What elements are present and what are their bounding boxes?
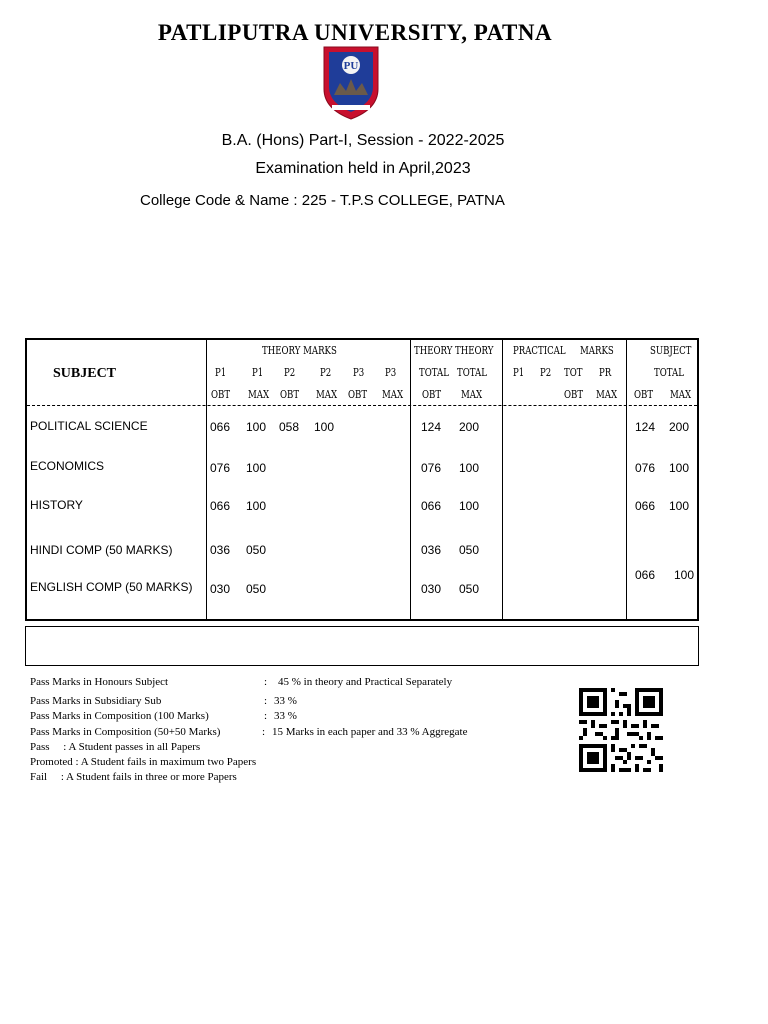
p1-max: 100 bbox=[246, 461, 267, 475]
divider bbox=[502, 338, 503, 621]
practical-header: PRACTICAL bbox=[513, 344, 566, 357]
theory-marks-header: THEORY MARKS bbox=[262, 344, 337, 357]
course-session: B.A. (Hons) Part-I, Session - 2022-2025 bbox=[221, 132, 505, 149]
exam-held: Examination held in April,2023 bbox=[255, 160, 471, 177]
theory-header: THEORY bbox=[455, 344, 494, 357]
note-separator: : bbox=[264, 710, 268, 722]
divider bbox=[206, 338, 207, 621]
col-header: P2 bbox=[320, 366, 332, 379]
note-label: Pass Marks in Subsidiary Sub bbox=[30, 695, 162, 707]
p1-max: 100 bbox=[246, 499, 267, 513]
subject-total-max: 100 bbox=[669, 461, 690, 475]
subject-name: HINDI COMP (50 MARKS) bbox=[30, 543, 173, 557]
subject-header: SUBJECT bbox=[53, 366, 117, 381]
col-header: P2 bbox=[284, 366, 296, 379]
divider bbox=[626, 338, 627, 621]
p1-obt: 076 bbox=[210, 461, 231, 475]
note-value: 33 % bbox=[274, 695, 297, 707]
theory-total-obt: 066 bbox=[421, 499, 442, 513]
theory-total-obt: 124 bbox=[421, 420, 442, 434]
comp-combined-max: 100 bbox=[674, 568, 695, 582]
col-header: OBT bbox=[634, 388, 654, 401]
theory-total-max: 050 bbox=[459, 543, 480, 557]
subject-name: HISTORY bbox=[30, 498, 83, 512]
college-code-name: College Code & Name : 225 - T.P.S COLLEGE, PATNA bbox=[140, 192, 505, 209]
legend-fail: Fail : A Student fails in three or more Papers bbox=[30, 771, 237, 783]
subject-name: ENGLISH COMP (50 MARKS) bbox=[30, 580, 193, 594]
col-header: TOTAL bbox=[457, 366, 487, 379]
col-header: TOTAL bbox=[654, 366, 684, 379]
col-header: P3 bbox=[385, 366, 397, 379]
note-label: Pass Marks in Honours Subject bbox=[30, 676, 169, 688]
comp-combined-obt: 066 bbox=[635, 568, 656, 582]
col-header: PR bbox=[599, 366, 612, 379]
legend-promoted: Promoted : A Student fails in maximum two Papers bbox=[30, 756, 257, 768]
marks-table bbox=[25, 338, 699, 621]
p1-max: 100 bbox=[246, 420, 267, 434]
theory-total-obt: 076 bbox=[421, 461, 442, 475]
note-label: Pass Marks in Composition (50+50 Marks) bbox=[30, 726, 221, 738]
p1-obt: 036 bbox=[210, 543, 231, 557]
note-separator: : bbox=[264, 676, 268, 688]
p2-obt: 058 bbox=[279, 420, 300, 434]
subject-total-obt: 076 bbox=[635, 461, 656, 475]
theory-total-obt: 036 bbox=[421, 543, 442, 557]
theory-total-max: 200 bbox=[459, 420, 480, 434]
col-header: MAX bbox=[316, 388, 338, 401]
col-header: P1 bbox=[252, 366, 264, 379]
logo-letters: PU bbox=[343, 60, 359, 72]
note-value: 33 % bbox=[274, 710, 297, 722]
divider bbox=[410, 338, 411, 621]
header-separator bbox=[27, 405, 697, 406]
theory-total-max: 100 bbox=[459, 461, 480, 475]
col-header: P2 bbox=[540, 366, 552, 379]
remarks-box bbox=[25, 626, 699, 666]
p2-max: 100 bbox=[314, 420, 335, 434]
theory-header: THEORY bbox=[414, 344, 453, 357]
col-header: TOTAL bbox=[419, 366, 449, 379]
col-header: TOT bbox=[564, 366, 583, 379]
note-separator: : bbox=[262, 726, 266, 738]
col-header: MAX bbox=[248, 388, 270, 401]
note-value: 15 Marks in each paper and 33 % Aggregate bbox=[272, 726, 468, 738]
qr-code-icon bbox=[579, 687, 663, 773]
note-separator: : bbox=[264, 695, 268, 707]
col-header: OBT bbox=[422, 388, 442, 401]
col-header: MAX bbox=[461, 388, 483, 401]
note-value: 45 % in theory and Practical Separately bbox=[278, 676, 453, 688]
theory-total-max: 050 bbox=[459, 582, 480, 596]
col-header: MAX bbox=[670, 388, 692, 401]
legend-pass: Pass : A Student passes in all Papers bbox=[30, 741, 201, 753]
p1-max: 050 bbox=[246, 543, 267, 557]
col-header: OBT bbox=[564, 388, 584, 401]
p1-obt: 030 bbox=[210, 582, 231, 596]
theory-total-obt: 030 bbox=[421, 582, 442, 596]
col-header: MAX bbox=[596, 388, 618, 401]
subject-name: ECONOMICS bbox=[30, 459, 105, 473]
university-title: PATLIPUTRA UNIVERSITY, PATNA bbox=[157, 20, 553, 45]
p1-obt: 066 bbox=[210, 499, 231, 513]
subject-total-obt: 124 bbox=[635, 420, 656, 434]
subject-total-max: 100 bbox=[669, 499, 690, 513]
col-header: P1 bbox=[513, 366, 525, 379]
col-header: P1 bbox=[215, 366, 227, 379]
col-header: OBT bbox=[211, 388, 231, 401]
col-header: OBT bbox=[348, 388, 368, 401]
marks-header: MARKS bbox=[580, 344, 614, 357]
subject-total-obt: 066 bbox=[635, 499, 656, 513]
subject-total-header: SUBJECT bbox=[650, 344, 692, 357]
subject-total-max: 200 bbox=[669, 420, 690, 434]
col-header: OBT bbox=[280, 388, 300, 401]
theory-total-max: 100 bbox=[459, 499, 480, 513]
p1-obt: 066 bbox=[210, 420, 231, 434]
subject-name: POLITICAL SCIENCE bbox=[30, 419, 148, 433]
university-emblem-icon bbox=[320, 43, 382, 121]
p1-max: 050 bbox=[246, 582, 267, 596]
note-label: Pass Marks in Composition (100 Marks) bbox=[30, 710, 209, 722]
col-header: P3 bbox=[353, 366, 365, 379]
col-header: MAX bbox=[382, 388, 404, 401]
